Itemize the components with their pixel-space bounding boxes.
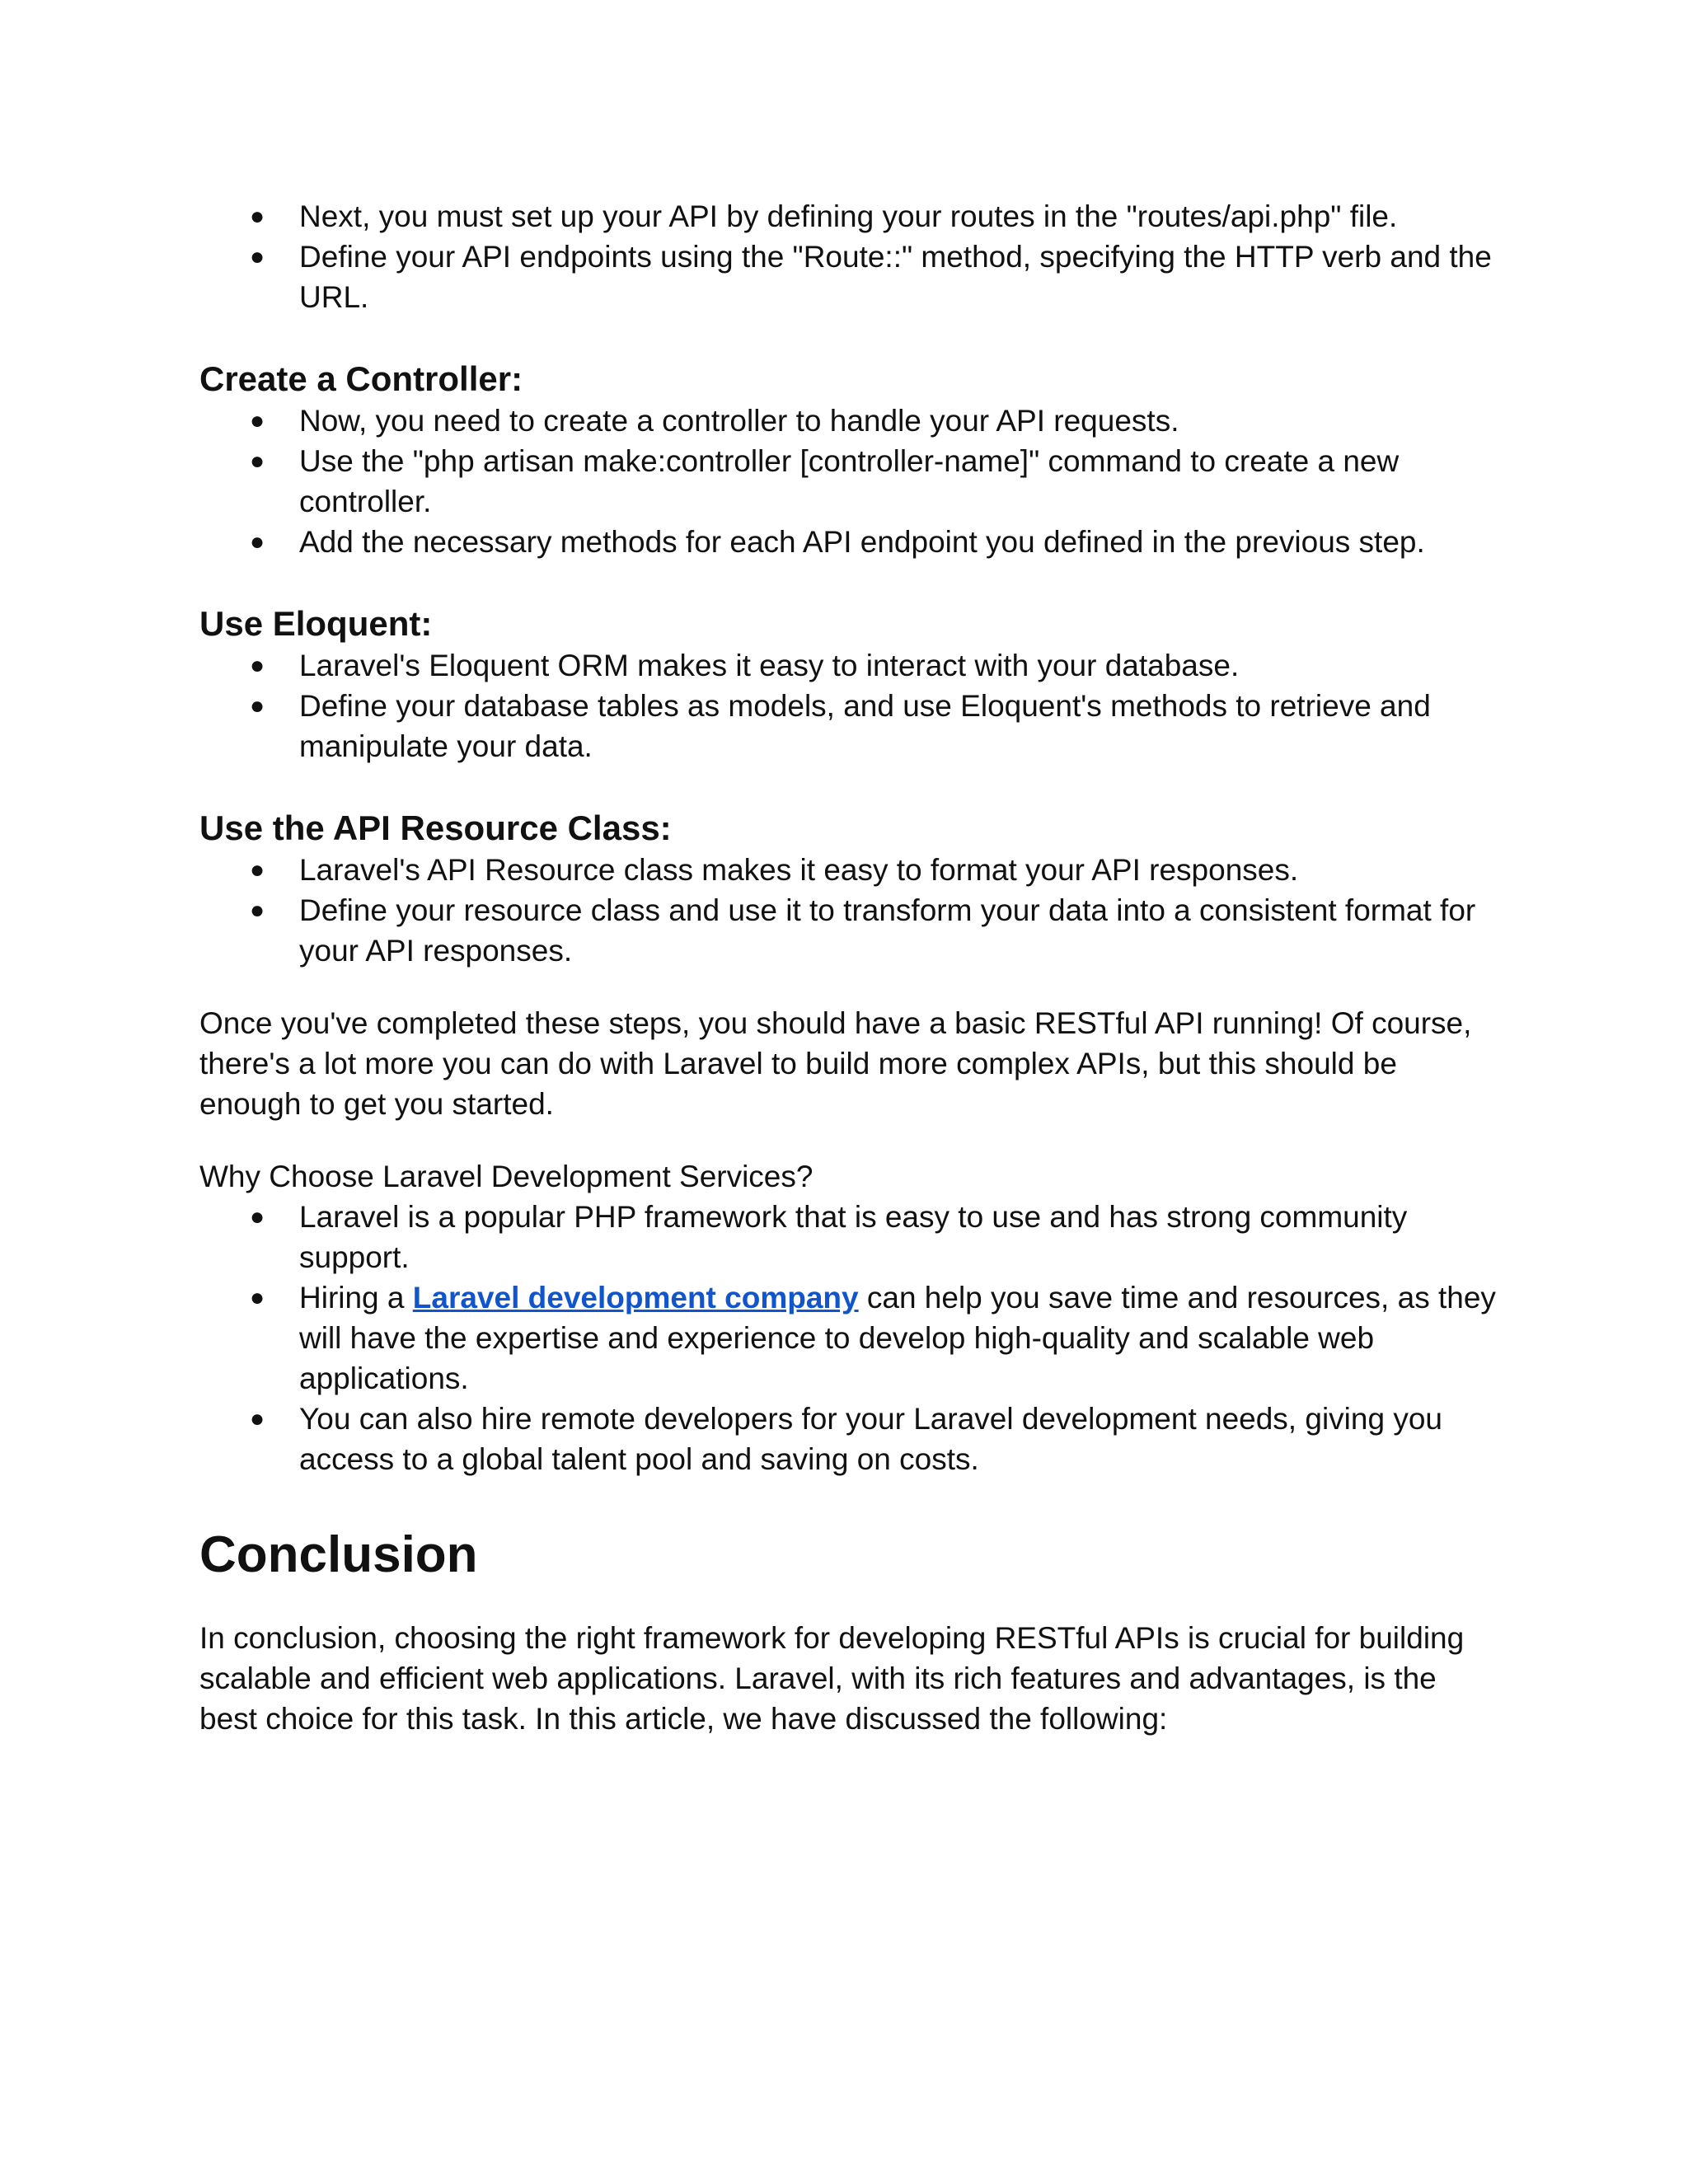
list-item: ● Define your database tables as models, and use Eloquent's methods to retrieve and manipulate your data. xyxy=(199,686,1502,766)
bullet-icon: ● xyxy=(250,1284,265,1311)
bullet-icon: ● xyxy=(250,1405,265,1432)
eloquent-bullet-list xyxy=(199,645,1502,766)
list-item: ● Use the "php artisan make:controller [controller-name]" command to create a new controller. xyxy=(199,441,1502,522)
list-item: ● Laravel is a popular PHP framework that is easy to use and has strong community support. xyxy=(199,1197,1502,1277)
bullet-icon: ● xyxy=(250,1203,265,1230)
api-resource-bullet-list xyxy=(199,850,1502,971)
bullet-icon: ● xyxy=(250,652,265,679)
list-item: ● Laravel's API Resource class makes it easy to format your API responses. xyxy=(199,850,1502,890)
list-item: ● Add the necessary methods for each API endpoint you defined in the previous step. xyxy=(199,522,1502,562)
list-item: ● Hiring a Laravel development company can help you save time and resources, as they will have the expertise and experience to develop high-quality and scalable web applications. xyxy=(199,1277,1502,1399)
bullet-icon: ● xyxy=(250,692,265,719)
intro-bullet-list xyxy=(199,196,1502,317)
why-bullet-list xyxy=(199,1197,1502,1479)
list-item: ● Now, you need to create a controller to handle your API requests. xyxy=(199,401,1502,441)
section-heading-controller: Create a Controller: xyxy=(199,359,523,398)
bullet-icon: ● xyxy=(250,407,265,434)
document-content xyxy=(199,196,1502,1739)
conclusion-paragraph: In conclusion, choosing the right framework for developing RESTful APIs is crucial for building scalable and efficient web applications. Laravel, with its rich features and advantages, is the best choice for this task. In this article, we have discussed the following: xyxy=(199,1621,1465,1736)
list-item: ● Laravel's Eloquent ORM makes it easy to interact with your database. xyxy=(199,645,1502,686)
list-item: ● You can also hire remote developers for your Laravel development needs, giving you access to a global talent pool and saving on costs. xyxy=(199,1399,1502,1479)
bullet-icon: ● xyxy=(250,897,265,924)
bullet-icon: ● xyxy=(250,243,265,270)
section-heading-api-resource: Use the API Resource Class: xyxy=(199,808,672,847)
conclusion-heading: Conclusion xyxy=(199,1526,478,1583)
controller-bullet-list xyxy=(199,401,1502,562)
list-item: ● Define your resource class and use it to transform your data into a consistent format for your API responses. xyxy=(199,890,1502,971)
bullet-icon: ● xyxy=(250,203,265,230)
list-item: ● Define your API endpoints using the "Route::" method, specifying the HTTP verb and the URL. xyxy=(199,237,1502,317)
section-heading-eloquent: Use Eloquent: xyxy=(199,604,433,643)
bullet-icon: ● xyxy=(250,528,265,555)
bullet-icon: ● xyxy=(250,856,265,883)
bullet-icon: ● xyxy=(250,448,265,475)
why-heading: Why Choose Laravel Development Services? xyxy=(199,1160,814,1193)
list-item: ● Next, you must set up your API by defining your routes in the "routes/api.php" file. xyxy=(199,196,1502,237)
summary-paragraph: Once you've completed these steps, you should have a basic RESTful API running! Of course, there's a lot more you can do with Laravel to build more complex APIs, but this should be enough to get you started. xyxy=(199,1006,1472,1121)
laravel-company-link[interactable]: Laravel development company xyxy=(412,1281,859,1315)
